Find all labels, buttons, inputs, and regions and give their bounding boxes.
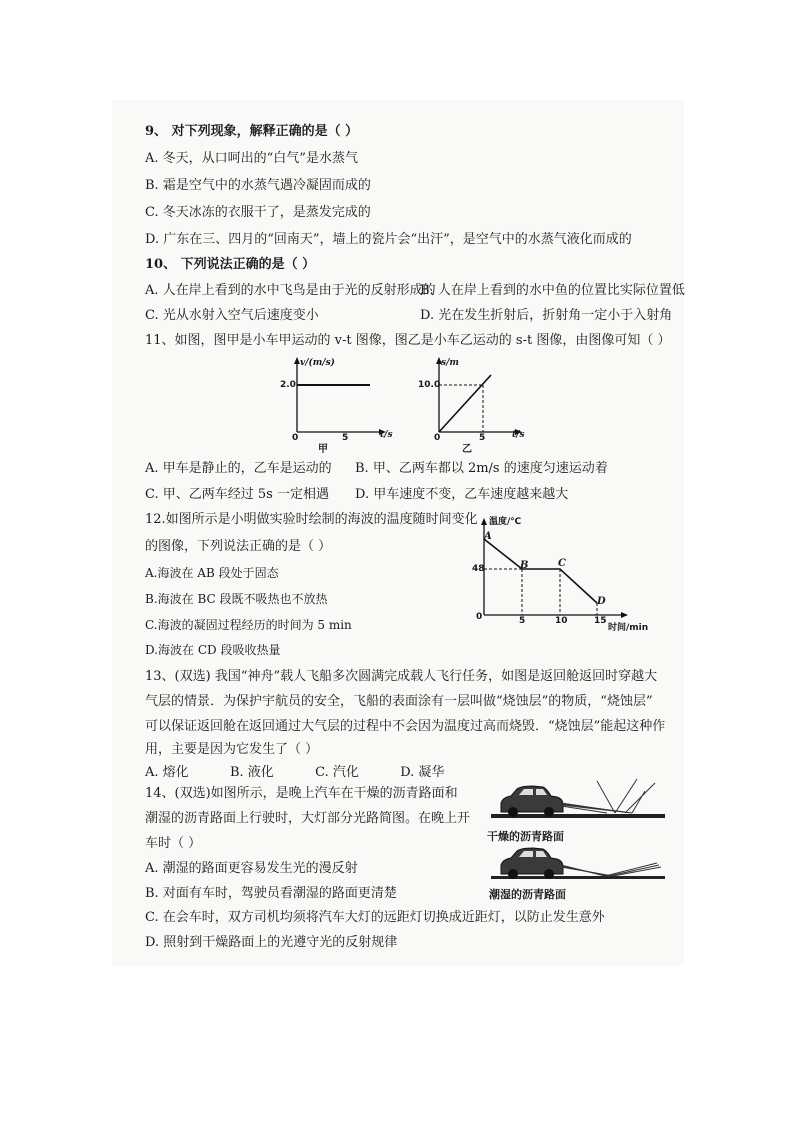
q11-option-c: C. 甲、乙两车经过 5s 一定相遇: [145, 487, 329, 502]
q11-yi-ytick: 10.0: [418, 380, 441, 390]
q12-graph-xtick-15: 15: [594, 616, 607, 626]
q11-yi-ylabel: s/m: [441, 358, 459, 368]
q11-jia-caption: 甲: [318, 444, 328, 455]
q11-jia-origin: 0: [292, 433, 299, 443]
temperature-curve: [484, 539, 597, 603]
wet-road-caption: 潮湿的沥青路面: [489, 888, 566, 901]
q12-option-c: C.海波的凝固过程经历的时间为 5 min: [145, 618, 352, 632]
q12-option-a: A.海波在 AB 段处于固态: [145, 566, 279, 580]
dry-road-caption: 干燥的沥青路面: [487, 830, 564, 843]
q12-point-c: C: [558, 558, 566, 569]
q13-options: A. 熔化 B. 液化 C. 汽化 D. 凝华: [145, 765, 445, 780]
q12-point-a: A: [484, 531, 492, 542]
q13-line4: 用，主要是因为它发生了（ ）: [145, 742, 319, 757]
q14-option-d: D. 照射到干燥路面上的光遵守光的反射规律: [145, 935, 398, 950]
q12-stem-line2: 的图像，下列说法正确的是（ ）: [145, 539, 332, 554]
q12-graph-xtick-5: 5: [519, 616, 526, 626]
q10-option-c: C. 光从水射入空气后速度变小: [145, 308, 319, 323]
q11-yi-xlabel: t/s: [512, 430, 525, 440]
q9-option-c: C. 冬天冰冻的衣服干了，是蒸发完成的: [145, 205, 371, 220]
q14-option-b: B. 对面有车时，驾驶员看潮湿的路面更清楚: [145, 886, 397, 901]
q12-option-d: D.海波在 CD 段吸收热量: [145, 643, 281, 657]
q11-option-a: A. 甲车是静止的，乙车是运动的: [145, 461, 332, 476]
q11-jia-ylabel: v/(m/s): [300, 358, 335, 368]
q11-yi-xtick: 5: [479, 433, 486, 443]
q13-line3: 可以保证返回舱在返回通过大气层的过程中不会因为温度过高而烧毁．“烧蚀层”能起这种作: [145, 719, 666, 734]
q10-option-b: B. 人在岸上看到的水中鱼的位置比实际位置低: [420, 283, 685, 298]
q11-option-b: B. 甲、乙两车都以 2m/s 的速度匀速运动着: [355, 461, 608, 476]
q12-point-d: D: [597, 596, 606, 607]
q11-graph-jia-axes: [285, 356, 395, 446]
q11-stem: 11、如图，图甲是小车甲运动的 v-t 图像，图乙是小车乙运动的 s-t 图像，由图像可知（ ）: [145, 333, 671, 348]
q11-option-d: D. 甲车速度不变，乙车速度越来越大: [355, 487, 569, 502]
q14-option-a: A. 潮湿的路面更容易发生光的漫反射: [145, 861, 358, 876]
q10-stem: 10、 下列说法正确的是（ ）: [145, 257, 316, 272]
q13-line1: 13、(双选) 我国“神舟”载人飞船多次圆满完成载人飞行任务，如图是返回舱返回时穿越大: [145, 669, 658, 684]
q9-option-d: D. 广东在三、四月的“回南天”，墙上的瓷片会“出汗”，是空气中的水蒸气液化而成的: [145, 232, 632, 247]
q11-jia-xtick: 5: [342, 433, 349, 443]
q11-yi-caption: 乙: [462, 444, 472, 455]
q14-line1: 14、(双选)如图所示，是晚上汽车在干燥的沥青路面和: [145, 786, 458, 801]
dry-road-car-figure: [487, 777, 667, 822]
q12-graph-origin: 0: [476, 612, 483, 622]
q14-line2: 潮湿的沥青路面上行驶时，大灯部分光路简图。在晚上开: [145, 811, 471, 826]
distance-line: [439, 375, 491, 432]
wet-road-car-figure: [487, 843, 667, 883]
q10-option-a: A. 人在岸上看到的水中飞鸟是由于光的反射形成的: [145, 283, 436, 298]
q14-option-c: C. 在会车时，双方司机均须将汽车大灯的远距灯切换成近距灯，以防止发生意外: [145, 910, 605, 925]
q12-stem-line1: 12.如图所示是小明做实验时绘制的海波的温度随时间变化: [145, 512, 478, 527]
q9-stem: 9、 对下列现象，解释正确的是（ ）: [145, 124, 359, 139]
q12-option-b: B.海波在 BC 段既不吸热也不放热: [145, 592, 328, 606]
q13-line2: 气层的情景．为保护宇航员的安全，飞船的表面涂有一层叫做“烧蚀层”的物质，“烧蚀层”: [145, 694, 653, 709]
q12-point-b: B: [520, 560, 529, 571]
q12-graph-xtick-10: 10: [555, 616, 568, 626]
q12-graph-xlabel: 时间/min: [608, 623, 649, 633]
q10-option-d: D. 光在发生折射后，折射角一定小于入射角: [420, 308, 673, 323]
q12-graph-ylabel: 温度/℃: [489, 517, 522, 527]
q11-yi-origin: 0: [434, 433, 441, 443]
q9-option-a: A. 冬天，从口呵出的“白气”是水蒸气: [145, 151, 358, 166]
q14-line3: 车时（ ）: [145, 836, 202, 851]
q12-graph-axes: [470, 515, 640, 630]
q11-jia-ytick: 2.0: [280, 380, 296, 390]
q9-option-b: B. 霜是空气中的水蒸气遇冷凝固而成的: [145, 178, 371, 193]
q11-jia-xlabel: t/s: [380, 430, 393, 440]
q12-graph-ytick: 48: [472, 564, 485, 574]
